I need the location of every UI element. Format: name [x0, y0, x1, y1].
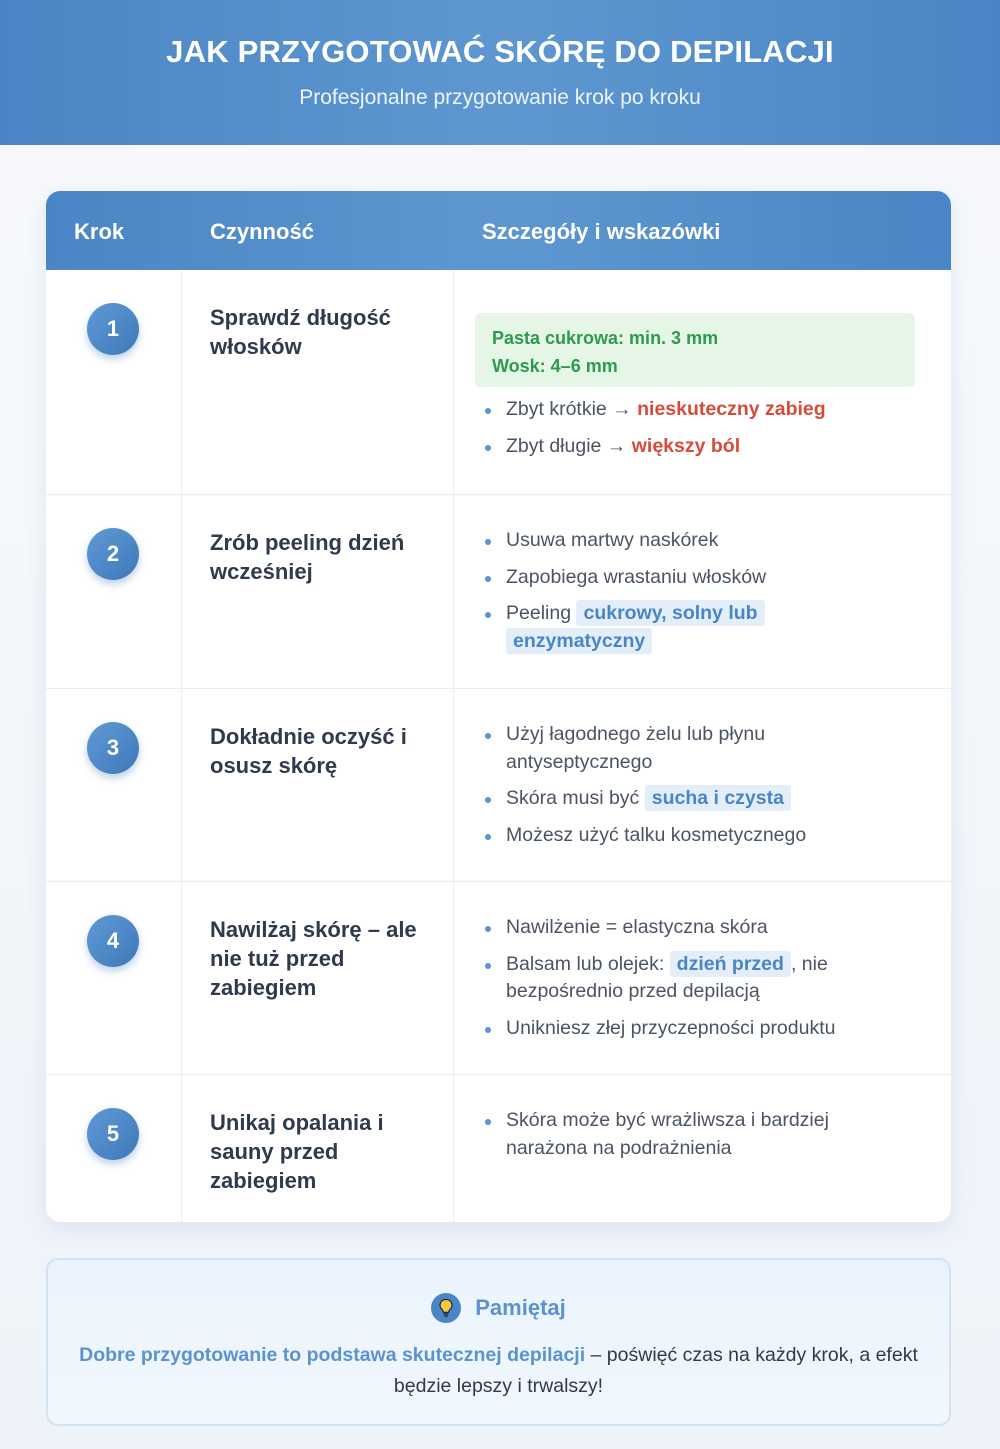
step-number-badge: 2: [87, 528, 139, 580]
reminder-highlight: Dobre przygotowanie to podstawa skutecznej depilacji: [79, 1344, 586, 1366]
header-step: Krok: [74, 219, 125, 244]
step-number-badge: 1: [87, 303, 139, 355]
list-item: Unikniesz złej przyczepności produktu: [482, 1015, 902, 1043]
header-details: Szczegóły i wskazówki: [482, 219, 721, 244]
page-subtitle: Profesjonalne przygotowanie krok po kroku: [299, 86, 701, 109]
step-number-badge: 3: [87, 722, 139, 774]
step-details: [482, 1107, 882, 1171]
length-info-box: [475, 313, 915, 387]
lightbulb-icon: [431, 1293, 461, 1323]
step-number-badge: 5: [87, 1108, 139, 1160]
step-details: [482, 721, 882, 858]
table-header: [46, 191, 951, 270]
page-header: [0, 0, 1000, 145]
list-item: Nawilżenie = elastyczna skóra: [482, 914, 902, 942]
table-row: [46, 495, 951, 689]
list-item: Skóra może być wrażliwsza i bardziej narażona na podrażnienia: [482, 1107, 882, 1162]
reminder-text: [78, 1340, 919, 1402]
box-line: Wosk: 4–6 mm: [492, 356, 618, 376]
page-title: JAK PRZYGOTOWAĆ SKÓRĘ DO DEPILACJI: [166, 34, 834, 69]
list-item: Skóra musi być sucha i czysta: [482, 785, 882, 813]
box-line: Pasta cukrowa: min. 3 mm: [492, 328, 719, 348]
steps-table: [46, 191, 951, 1222]
step-action: Nawilżaj skórę – ale nie tuż przed zabiegiem: [210, 917, 417, 1000]
list-item: Usuwa martwy naskórek: [482, 527, 802, 555]
list-item: Użyj łagodnego żelu lub płynu antyseptycznego: [482, 721, 822, 776]
step-action: Sprawdź długość włosków: [210, 305, 391, 359]
step-number-badge: 4: [87, 915, 139, 967]
reminder-title: [48, 1292, 949, 1324]
list-item: Peeling cukrowy, solny lub enzymatyczny: [482, 600, 802, 655]
step-details: [482, 914, 902, 1051]
header-action: Czynność: [210, 219, 314, 244]
list-item: Zapobiega wrastaniu włosków: [482, 564, 802, 592]
table-row: [46, 270, 951, 495]
table-row: [46, 882, 951, 1075]
step-details: [482, 527, 802, 664]
step-action: Dokładnie oczyść i osusz skórę: [210, 724, 407, 778]
step-action: Unikaj opalania i sauny przed zabiegiem: [210, 1110, 384, 1193]
reminder-title-text: Pamiętaj: [475, 1295, 566, 1320]
table-row: [46, 689, 951, 882]
reminder-box: [46, 1258, 951, 1426]
list-item: Balsam lub olejek: dzień przed , nie bezpośrednio przed depilacją: [482, 951, 882, 1006]
step-details: [482, 313, 932, 469]
list-item: Zbyt krótkie → nieskuteczny zabieg: [482, 396, 932, 424]
list-item: Możesz użyć talku kosmetycznego: [482, 822, 882, 850]
reminder-rest: – poświęć czas na każdy krok, a efekt będzie lepszy i trwalszy!: [393, 1344, 918, 1397]
step-action: Zrób peeling dzień wcześniej: [210, 530, 405, 584]
table-row: [46, 1075, 951, 1222]
list-item: Zbyt długie → większy ból: [482, 433, 932, 461]
